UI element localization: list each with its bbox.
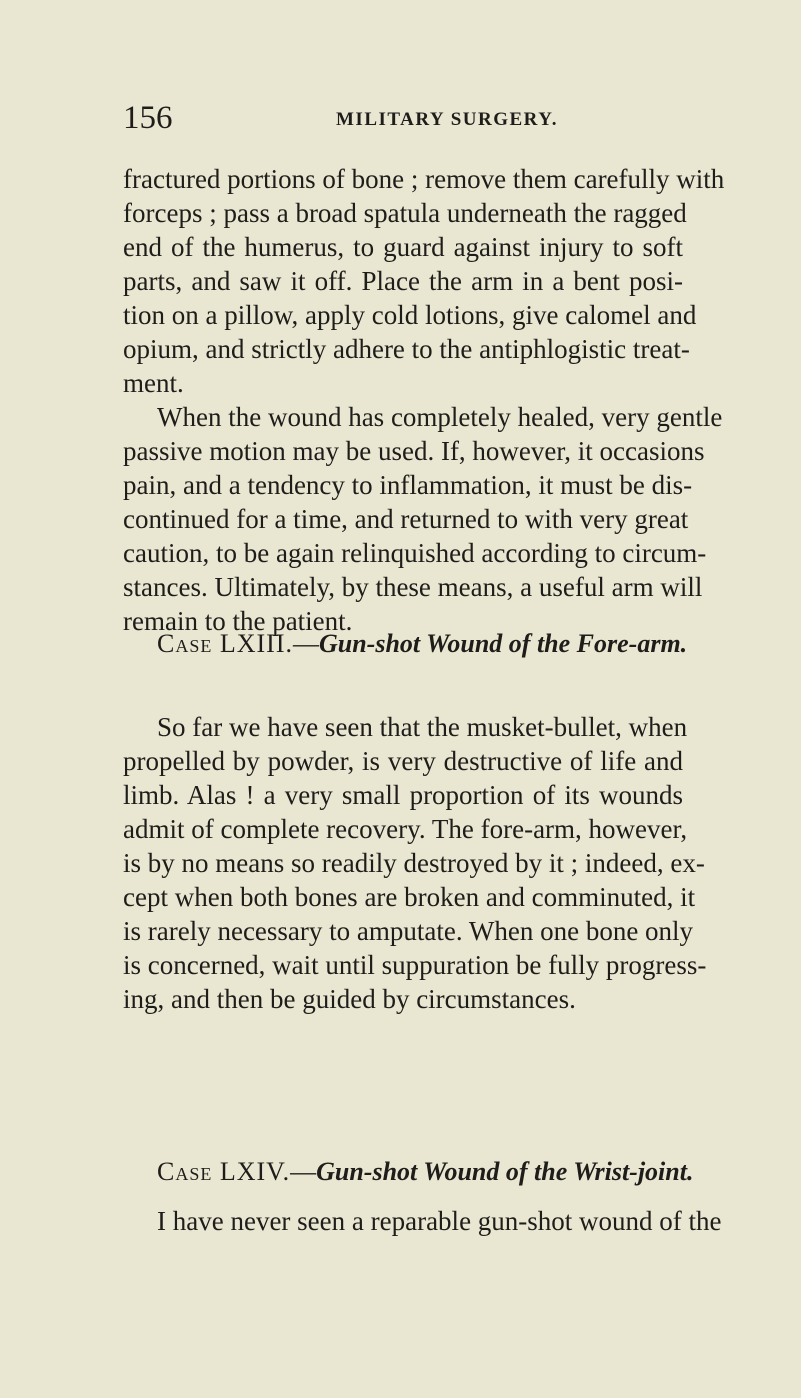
text-line: is rarely necessary to amputate. When one bone only	[123, 916, 694, 946]
text-line: remain to the patient.	[123, 606, 353, 636]
case-title: Gun-shot Wound of the Wrist-joint.	[316, 1157, 694, 1186]
text-line: So far we have seen that the musket-bullet, when	[157, 712, 688, 742]
text-line: I have never seen a reparable gun-shot wound of the	[157, 1206, 722, 1236]
paragraph-continued	[123, 162, 725, 638]
text-line: end of the humerus, to guard against injury to soft	[123, 232, 683, 262]
text-line: ing, and then be guided by circumstances.	[123, 984, 576, 1014]
text-line: fractured portions of bone ; remove them carefully with	[123, 164, 725, 194]
case-dash: —	[290, 1157, 317, 1186]
page-header	[123, 98, 683, 138]
text-line: propelled by powder, is very destructive of life and	[123, 746, 683, 776]
paragraph	[123, 710, 707, 1016]
text-line: cept when both bones are broken and comminuted, it	[123, 882, 696, 912]
text-line: tion on a pillow, apply cold lotions, give calomel and	[123, 300, 697, 330]
case-label: Case LXIV.	[157, 1157, 291, 1186]
case-heading	[157, 1155, 693, 1189]
text-line: limb. Alas ! a very small proportion of its wounds	[123, 780, 683, 810]
text-line: is concerned, wait until suppuration be fully progress-	[123, 950, 707, 980]
text-line: continued for a time, and returned to with very great	[123, 504, 689, 534]
text-line: parts, and saw it off. Place the arm in a bent posi-	[123, 266, 683, 296]
text-line: opium, and strictly adhere to the antiphlogistic treat-	[123, 334, 690, 364]
text-line: passive motion may be used. If, however, it occasions	[123, 436, 705, 466]
text-line: ment.	[123, 368, 184, 398]
case-title: Gun-shot Wound of the Fore-arm.	[318, 629, 688, 658]
case-label: Case LXIII.	[157, 629, 293, 658]
text-line: forceps ; pass a broad spatula underneath the ragged	[123, 198, 687, 228]
text-line: admit of complete recovery. The fore-arm, however,	[123, 814, 688, 844]
paragraph	[123, 1204, 722, 1238]
page-number: 156	[123, 100, 173, 136]
running-head: MILITARY SURGERY.	[336, 109, 558, 130]
case-dash: —	[292, 629, 319, 658]
text-line: caution, to be again relinquished according to circum-	[123, 538, 707, 568]
text-line: When the wound has completely healed, very gentle	[157, 402, 723, 432]
text-line: stances. Ultimately, by these means, a useful arm will	[123, 572, 703, 602]
text-line: pain, and a tendency to inflammation, it must be dis-	[123, 470, 693, 500]
case-heading	[157, 627, 687, 661]
text-line: is by no means so readily destroyed by it ; indeed, ex-	[123, 848, 705, 878]
